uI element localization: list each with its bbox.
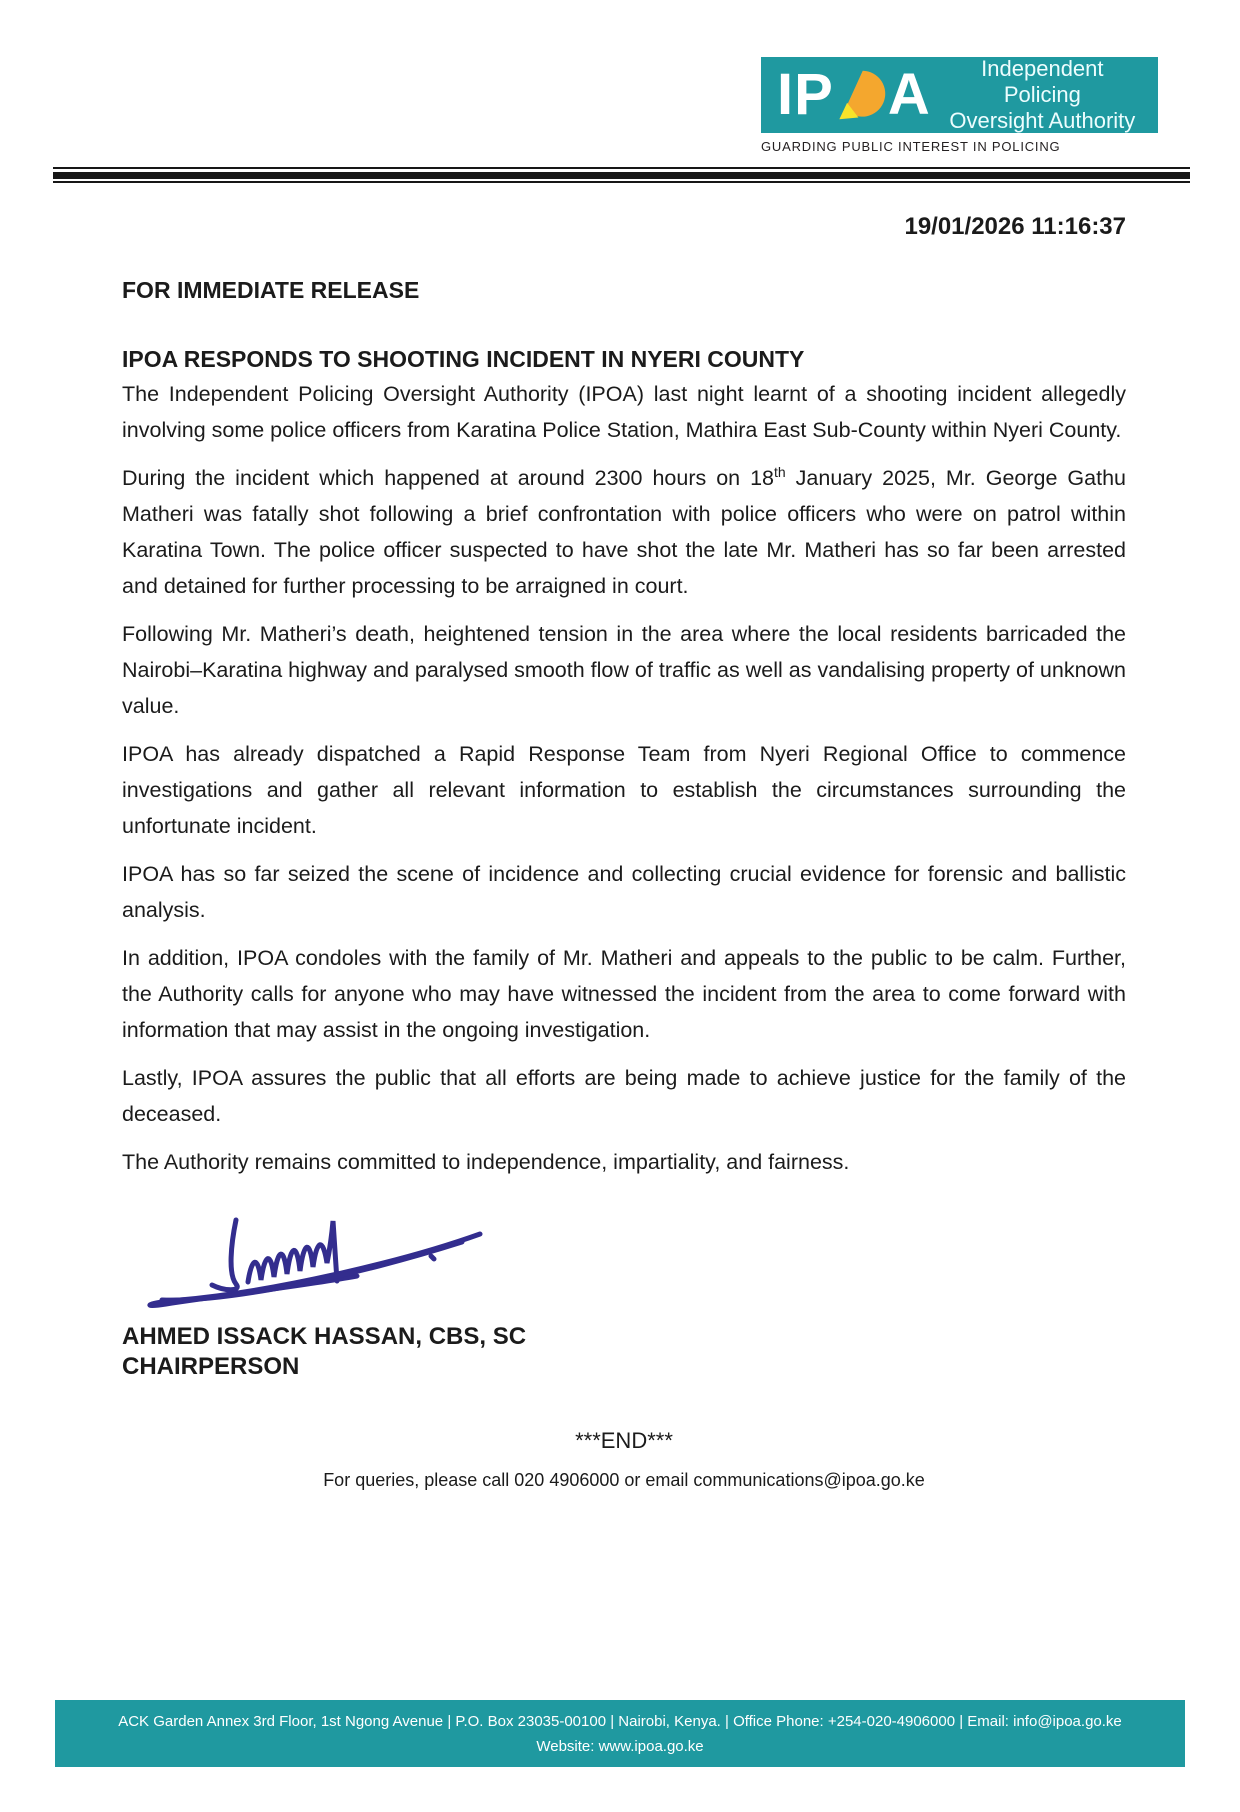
footer-address-line2: Website: www.ipoa.go.ke — [536, 1737, 704, 1755]
footer-address-line1: ACK Garden Annex 3rd Floor, 1st Ngong Avenue | P.O. Box 23035-00100 | Nairobi, Kenya. | Office Phone: +254-020-4906000 | Email: info@ipoa.go.ke — [118, 1712, 1122, 1730]
paragraph-2-before-sup: During the incident which happened at around 2300 hours on 18 — [122, 466, 775, 490]
press-release-headline: IPOA RESPONDS TO SHOOTING INCIDENT IN NYERI COUNTY — [122, 346, 805, 372]
handwritten-signature — [132, 1196, 502, 1308]
paragraph-7: Lastly, IPOA assures the public that all efforts are being made to achieve justice for the family of the deceased. — [122, 1066, 1126, 1126]
logo-org-name-line1: Independent Policing — [981, 56, 1104, 107]
paragraph-3: Following Mr. Matheri’s death, heightened tension in the area where the local residents barricaded the Nairobi–Karatina highway and paralysed smooth flow of traffic as well as vandalising property of unknown value. — [122, 622, 1126, 718]
paragraph-2 — [122, 460, 1126, 604]
document-body — [0, 213, 1240, 1491]
logo-o-blob-icon — [835, 67, 887, 123]
logo-letter-i: I — [777, 62, 795, 127]
paragraph-4: IPOA has already dispatched a Rapid Response Team from Nyeri Regional Office to commence investigations and gather all relevant information to establish the circumstances surrounding the unfortunate incident. — [122, 742, 1126, 838]
press-release-page — [0, 57, 1240, 1812]
paragraph-2-after-sup: January 2025, Mr. George Gathu Matheri was fatally shot following a brief confrontation with police officers who were on patrol within Karatina Town. The police officer suspected to have shot the late Mr. Matheri has so far been arrested and detained for further processing to be arraigned in court. — [122, 466, 1126, 598]
header-divider-rule — [53, 167, 1190, 183]
logo-tagline: GUARDING PUBLIC INTEREST IN POLICING — [761, 139, 1061, 154]
paragraph-8: The Authority remains committed to independence, impartiality, and fairness. — [122, 1150, 850, 1174]
paragraph-2-ordinal-suffix: th — [774, 463, 786, 480]
paragraph-1: The Independent Policing Oversight Authority (IPOA) last night learnt of a shooting incident allegedly involving some police officers from Karatina Police Station, Mathira East Sub-County within Nyeri County. — [122, 382, 1126, 442]
document-timestamp: 19/01/2026 11:16:37 — [904, 213, 1126, 240]
logo-letter-a: A — [887, 62, 931, 127]
paragraph-5: IPOA has so far seized the scene of incidence and collecting crucial evidence for forensic and ballistic analysis. — [122, 862, 1126, 922]
end-marker: ***END*** — [575, 1428, 673, 1453]
logo-org-name-line2: Oversight Authority — [949, 108, 1136, 133]
signatory-title: CHAIRPERSON — [122, 1353, 300, 1380]
logo-letter-p: P — [794, 62, 834, 127]
paragraph-6: In addition, IPOA condoles with the family of Mr. Matheri and appeals to the public to be calm. Further, the Authority calls for anyone who may have witnessed the incident from the area to come forward with information that may assist in the ongoing investigation. — [122, 946, 1126, 1042]
release-line: FOR IMMEDIATE RELEASE — [122, 277, 420, 303]
queries-contact-line: For queries, please call 020 4906000 or email communications@ipoa.go.ke — [323, 1470, 925, 1490]
signatory-name: AHMED ISSACK HASSAN, CBS, SC — [122, 1323, 527, 1350]
logo-org-name — [941, 56, 1144, 134]
footer-address-bar — [55, 1700, 1185, 1767]
header-divider-rule-inner — [53, 172, 1190, 179]
ipoa-logo — [761, 57, 1158, 154]
ipoa-logo-box — [761, 57, 1158, 133]
